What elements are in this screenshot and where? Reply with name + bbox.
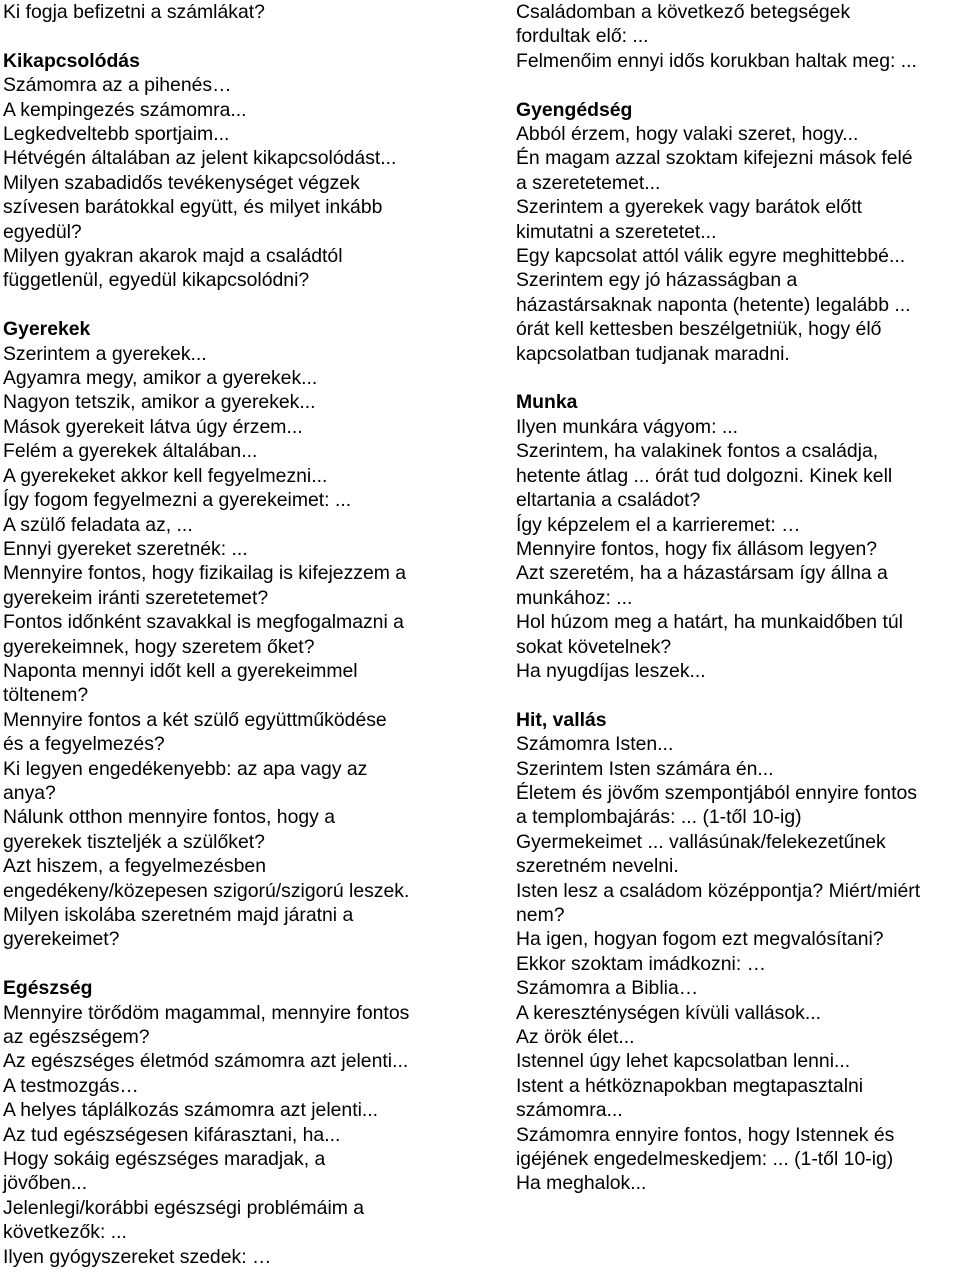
section-heading: Kikapcsolódás — [3, 49, 140, 72]
question-line: A gyerekeket akkor kell fegyelmezni... — [3, 464, 328, 487]
question-line: Számomra ennyire fontos, hogy Istennek és — [516, 1123, 895, 1146]
question-line: engedékeny/közepesen szigorú/szigorú leszek. — [3, 879, 410, 902]
question-line: Mennyire fontos, hogy fix állásom legyen? — [516, 537, 878, 560]
question-line: Mennyire fontos a két szülő együttműködése — [3, 708, 387, 731]
question-line: Mennyire törődöm magammal, mennyire fontos — [3, 1001, 410, 1024]
question-line: Számomra Isten... — [516, 733, 674, 756]
question-line: Hol húzom meg a határt, ha munkaidőben túl — [516, 611, 903, 634]
section-hit-vallas — [516, 708, 956, 1196]
question-line: a templombajárás: ... (1-től 10-ig) — [516, 806, 802, 829]
question-line: következők: ... — [3, 1221, 127, 1244]
question-line: házastársaknak naponta (hetente) legalább ... — [516, 293, 911, 316]
question-line: függetlenül, egyedül kikapcsolódni? — [3, 269, 310, 292]
left-column — [3, 0, 493, 1269]
question-line: A helyes táplálkozás számomra azt jelenti... — [3, 1099, 379, 1122]
section-kikapcsolodas — [3, 49, 493, 293]
question-line: A testmozgás… — [3, 1074, 139, 1097]
question-line: töltenem? — [3, 684, 89, 707]
question-line: Legkedveltebb sportjaim... — [3, 123, 230, 146]
question-line: Gyermekeimet ... vallásúnak/felekezetűnek — [516, 830, 886, 853]
question-line: egyedül? — [3, 220, 82, 243]
section-heading: Gyerekek — [3, 318, 91, 341]
question-line: Számomra az a pihenés… — [3, 74, 232, 97]
question-line: Azt szeretém, ha a házastársam így állna a — [516, 562, 888, 585]
question-line: Szerintem egy jó házasságban a — [516, 269, 798, 292]
question-line: Az tud egészségesen kifárasztani, ha... — [3, 1123, 341, 1146]
question-line: Ekkor szoktam imádkozni: … — [516, 952, 766, 975]
question-line: Ennyi gyereket szeretnék: ... — [3, 537, 248, 560]
question-line: gyerekeimnek, hogy szeretem őket? — [3, 635, 315, 658]
section-heading: Munka — [516, 391, 578, 414]
question-line: Fontos időnként szavakkal is megfogalmazni a — [3, 611, 404, 634]
question-line: eltartania a családot? — [516, 489, 701, 512]
question-line: anya? — [3, 781, 56, 804]
question-line: Az egészséges életmód számomra azt jelenti... — [3, 1050, 409, 1073]
question-line: szeretném nevelni. — [516, 855, 679, 878]
question-line: Egy kapcsolat attól válik egyre meghittebbé... — [516, 245, 906, 268]
question-line: Milyen iskolába szeretném majd járatni a — [3, 904, 354, 926]
question-line: Így fogom fegyelmezni a gyerekeimet: ... — [3, 489, 352, 512]
question-line: Szerintem a gyerekek... — [3, 342, 207, 365]
question-line: kimutatni a szeretetet... — [516, 220, 717, 243]
question-line: Számomra a Biblia… — [516, 977, 699, 1000]
question-line: gyerekek tiszteljék a szülőket? — [3, 830, 265, 853]
question-line: igéjének engedelmeskedjem: ... (1-től 10-ig) — [516, 1148, 894, 1171]
question-line: jövőben... — [3, 1172, 88, 1195]
question-line: Isten lesz a családom középpontja? Miért/miért — [516, 879, 921, 902]
question-line: Ha meghalok... — [516, 1172, 647, 1195]
question-line: Hogy sokáig egészséges maradjak, a — [3, 1148, 326, 1171]
section-heading: Gyengédség — [516, 98, 633, 121]
question-line: Ha nyugdíjas leszek... — [516, 659, 706, 682]
question-line: Mások gyerekeit látva úgy érzem... — [3, 415, 303, 438]
section-heading: Hit, vallás — [516, 708, 607, 731]
question-line: Az örök élet... — [516, 1026, 635, 1049]
question-line: Felém a gyerekek általában... — [3, 440, 258, 463]
question-line: A szülő feladata az, ... — [3, 513, 193, 536]
question-line: hetente átlag ... órát tud dolgozni. Kinek kell — [516, 464, 893, 487]
question-line: Agyamra megy, amikor a gyerekek... — [3, 367, 318, 390]
question-line: Istennel úgy lehet kapcsolatban lenni... — [516, 1050, 851, 1073]
question-line: Jelenlegi/korábbi egészségi problémáim a — [3, 1196, 365, 1219]
question-line: Ilyen gyógyszereket szedek: … — [3, 1245, 272, 1268]
question-line: és a fegyelmezés? — [3, 733, 165, 756]
question-line: A kempingezés számomra... — [3, 98, 247, 121]
question-line: Abból érzem, hogy valaki szeret, hogy... — [516, 123, 859, 146]
intro-line: Felmenőim ennyi idős korukban haltak meg: ... — [516, 49, 917, 72]
question-line: Hétvégén általában az jelent kikapcsolódást... — [3, 147, 397, 170]
question-line: Azt hiszem, a fegyelmezésben — [3, 855, 266, 878]
question-line: a szeretetemet... — [516, 171, 661, 194]
right-column — [516, 0, 956, 1196]
intro-line: Ki fogja befizetni a számlákat? — [3, 1, 265, 23]
question-line: órát kell kettesben beszélgetniük, hogy élő — [516, 318, 882, 341]
question-line: Én magam azzal szoktam kifejezni mások felé — [516, 147, 913, 170]
question-line: Mennyire fontos, hogy fizikailag is kifejezzem a — [3, 562, 407, 585]
question-line: kapcsolatban tudjanak maradni. — [516, 342, 790, 365]
question-line: Életem és jövőm szempontjából ennyire fontos — [516, 781, 917, 804]
section-heading: Egészség — [3, 977, 93, 1000]
question-line: Szerintem a gyerekek vagy barátok előtt — [516, 196, 862, 219]
section-gyengedseg — [516, 98, 956, 366]
question-line: Naponta mennyi időt kell a gyerekeimmel — [3, 659, 358, 682]
question-line: gyerekeimet? — [3, 928, 120, 951]
question-line: szívesen barátokkal együtt, és milyet inkább — [3, 196, 383, 219]
question-line: Milyen gyakran akarok majd a családtól — [3, 245, 343, 268]
intro-line: fordultak elő: ... — [516, 25, 649, 48]
question-line: Nagyon tetszik, amikor a gyerekek... — [3, 391, 316, 414]
section-gyerekek — [3, 317, 493, 952]
question-line: nem? — [516, 903, 565, 926]
question-line: Istent a hétköznapokban megtapasztalni — [516, 1074, 864, 1097]
question-line: számomra... — [516, 1099, 623, 1122]
question-line: Így képzelem el a karrieremet: … — [516, 513, 801, 536]
question-line: Ilyen munkára vágyom: ... — [516, 415, 739, 438]
question-line: Szerintem Isten számára én... — [516, 757, 774, 780]
question-line: az egészségem? — [3, 1026, 150, 1049]
intro-line: Családomban a következő betegségek — [516, 1, 851, 23]
section-egeszseg — [3, 976, 493, 1269]
question-line: Ha igen, hogyan fogom ezt megvalósítani? — [516, 928, 884, 951]
question-line: A kereszténységen kívüli vallások... — [516, 1001, 822, 1024]
question-line: Ki legyen engedékenyebb: az apa vagy az — [3, 757, 368, 780]
question-line: sokat követelnek? — [516, 635, 672, 658]
section-munka — [516, 390, 956, 683]
question-line: Milyen szabadidős tevékenységet végzek — [3, 171, 360, 194]
question-line: gyerekeim iránti szeretetemet? — [3, 586, 269, 609]
question-line: munkához: ... — [516, 586, 633, 609]
question-line: Szerintem, ha valakinek fontos a családja, — [516, 440, 879, 463]
question-line: Nálunk otthon mennyire fontos, hogy a — [3, 806, 335, 829]
